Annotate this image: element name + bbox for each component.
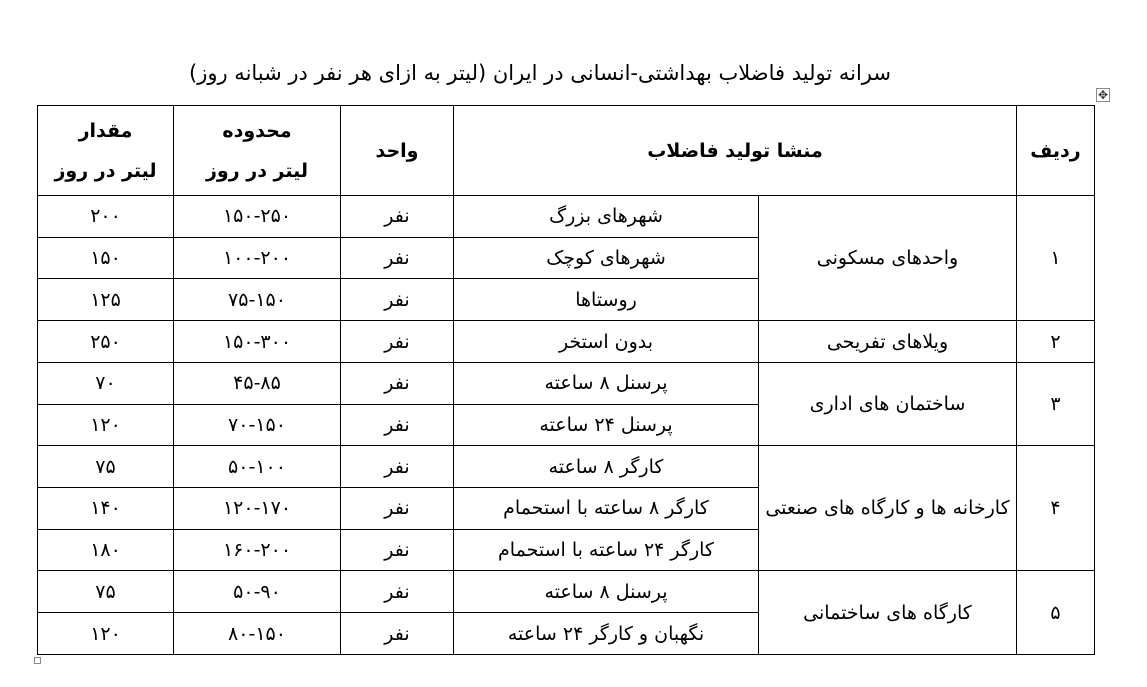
header-range-sub: لیتر در روز [205, 159, 309, 182]
unit-cell: نفر [341, 362, 454, 404]
subcategory-cell: کارگر ۸ ساعته [454, 446, 759, 488]
amount-cell: ۷۰ [38, 362, 174, 404]
range-cell: ۱۵۰-۲۵۰ [174, 196, 341, 238]
header-row [38, 106, 1095, 196]
row-number: ۲ [1017, 321, 1095, 363]
subcategory-cell: شهرهای کوچک [454, 237, 759, 279]
range-cell: ۵۰-۹۰ [174, 571, 341, 613]
row-number: ۴ [1017, 446, 1095, 571]
subcategory-cell: پرسنل ۲۴ ساعته [454, 404, 759, 446]
header-row-no: ردیف [1017, 106, 1095, 196]
unit-cell: نفر [341, 237, 454, 279]
range-cell: ۱۵۰-۳۰۰ [174, 321, 341, 363]
table-body [38, 196, 1095, 655]
range-cell: ۱۶۰-۲۰۰ [174, 529, 341, 571]
header-range [174, 106, 341, 196]
header-amount [38, 106, 174, 196]
amount-cell: ۱۲۰ [38, 404, 174, 446]
subcategory-cell: روستاها [454, 279, 759, 321]
table-caption: سرانه تولید فاضلاب بهداشتی-انسانی در ایران (لیتر به ازای هر نفر در شبانه روز) [189, 61, 891, 85]
header-amount-sub: لیتر در روز [54, 159, 157, 182]
row-number: ۳ [1017, 362, 1095, 445]
range-cell: ۴۵-۸۵ [174, 362, 341, 404]
amount-cell: ۱۸۰ [38, 529, 174, 571]
header-amount-title: مقدار [78, 119, 133, 142]
amount-cell: ۱۲۵ [38, 279, 174, 321]
range-cell: ۱۲۰-۱۷۰ [174, 488, 341, 530]
row-number: ۵ [1017, 571, 1095, 655]
amount-cell: ۷۵ [38, 446, 174, 488]
table-row [38, 446, 1095, 488]
category-cell: ساختمان های اداری [759, 362, 1017, 445]
amount-cell: ۱۴۰ [38, 488, 174, 530]
amount-cell: ۱۲۰ [38, 613, 174, 655]
amount-cell: ۲۰۰ [38, 196, 174, 238]
subcategory-cell: کارگر ۸ ساعته با استحمام [454, 488, 759, 530]
unit-cell: نفر [341, 279, 454, 321]
range-cell: ۱۰۰-۲۰۰ [174, 237, 341, 279]
unit-cell: نفر [341, 196, 454, 238]
category-cell: کارگاه های ساختمانی [759, 571, 1017, 655]
header-source: منشا تولید فاضلاب [454, 106, 1017, 196]
range-cell: ۷۰-۱۵۰ [174, 404, 341, 446]
range-cell: ۸۰-۱۵۰ [174, 613, 341, 655]
category-cell: واحدهای مسکونی [759, 196, 1017, 321]
subcategory-cell: پرسنل ۸ ساعته [454, 362, 759, 404]
subcategory-cell: کارگر ۲۴ ساعته با استحمام [454, 529, 759, 571]
unit-cell: نفر [341, 321, 454, 363]
header-range-title: محدوده [222, 119, 292, 142]
table-row [38, 196, 1095, 238]
subcategory-cell: شهرهای بزرگ [454, 196, 759, 238]
table-row [38, 571, 1095, 613]
header-unit: واحد [341, 106, 454, 196]
table-row [38, 362, 1095, 404]
unit-cell: نفر [341, 488, 454, 530]
amount-cell: ۷۵ [38, 571, 174, 613]
table-row [38, 321, 1095, 363]
category-cell: ویلاهای تفریحی [759, 321, 1017, 363]
subcategory-cell: پرسنل ۸ ساعته [454, 571, 759, 613]
category-cell: کارخانه ها و کارگاه های صنعتی [759, 446, 1017, 571]
amount-cell: ۱۵۰ [38, 237, 174, 279]
amount-cell: ۲۵۰ [38, 321, 174, 363]
table-move-handle-icon[interactable]: ✥ [1097, 88, 1109, 102]
range-cell: ۵۰-۱۰۰ [174, 446, 341, 488]
range-cell: ۷۵-۱۵۰ [174, 279, 341, 321]
subcategory-cell: بدون استخر [454, 321, 759, 363]
unit-cell: نفر [341, 446, 454, 488]
unit-cell: نفر [341, 404, 454, 446]
unit-cell: نفر [341, 529, 454, 571]
subcategory-cell: نگهبان و کارگر ۲۴ ساعته [454, 613, 759, 655]
unit-cell: نفر [341, 613, 454, 655]
wastewater-table [37, 105, 1095, 655]
unit-cell: نفر [341, 571, 454, 613]
table-resize-handle[interactable] [34, 657, 41, 664]
row-number: ۱ [1017, 196, 1095, 321]
